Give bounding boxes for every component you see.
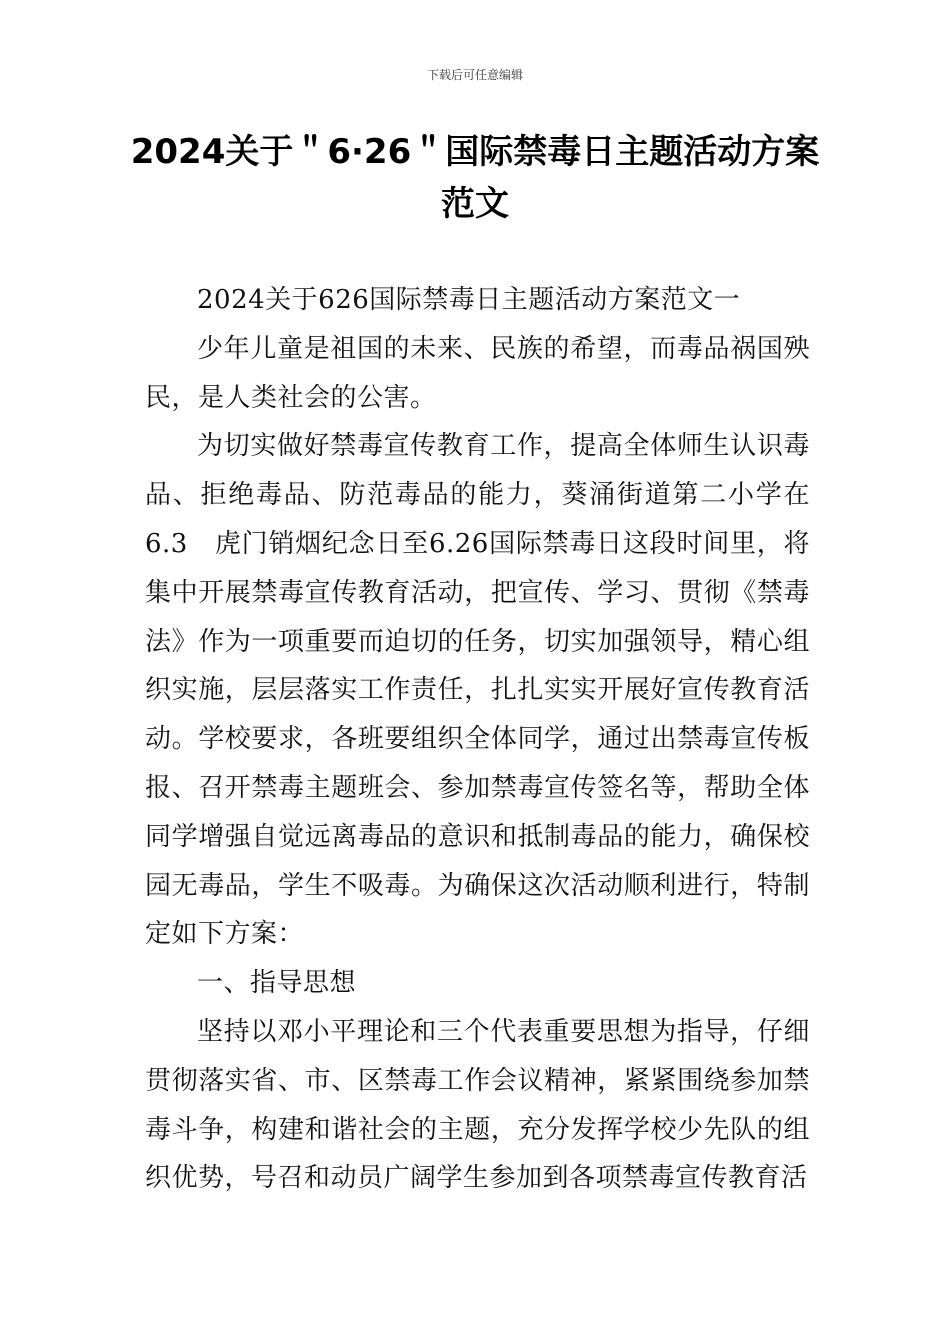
paragraph-section-title: 2024关于626国际禁毒日主题活动方案范文一 — [197, 285, 741, 315]
subheading-guiding-ideology: 一、指导思想 — [197, 968, 357, 999]
paragraph-plan-description: 为切实做好禁毒宣传教育工作，提高全体师生认识毒品、拒绝毒品、防范毒品的能力，葵涌街道第二小学在6.3 虎门销烟纪念日至6.26国际禁毒日这段时间里，将集中开展禁毒宣传教育活动，把宣传、学习、贯彻《禁毒法》作为一项重要而迫切的任务，切实加强领导，精心组织实施，层层落实工作责任，扎扎实实开展好宣传教育活动。学校要求，各班要组织全体同学，通过出禁毒宣传板报、召开禁毒主题班会、参加禁毒宣传签名等，帮助全体同学增强自觉远离毒品的意识和抵制毒品的能力，确保校园无毒品，学生不吸毒。为确保这次活动顺利进行，特制定如下方案： — [145, 431, 810, 950]
document-body — [145, 276, 810, 1203]
header-note: 下载后可任意编辑 — [426, 68, 523, 82]
document-title: 2024关于＂6·26＂国际禁毒日主题活动方案范文 — [130, 132, 820, 224]
paragraph-guiding-ideology: 坚持以邓小平理论和三个代表重要思想为指导，仔细贯彻落实省、市、区禁毒工作会议精神，紧紧围绕参加禁毒斗争，构建和谐社会的主题，充分发挥学校少先队的组织优势，号召和动员广阔学生参加到各项禁毒宣传教育活 — [145, 1016, 810, 1194]
paragraph-intro: 少年儿童是祖国的未来、民族的希望，而毒品祸国殃民，是人类社会的公害。 — [145, 333, 810, 413]
